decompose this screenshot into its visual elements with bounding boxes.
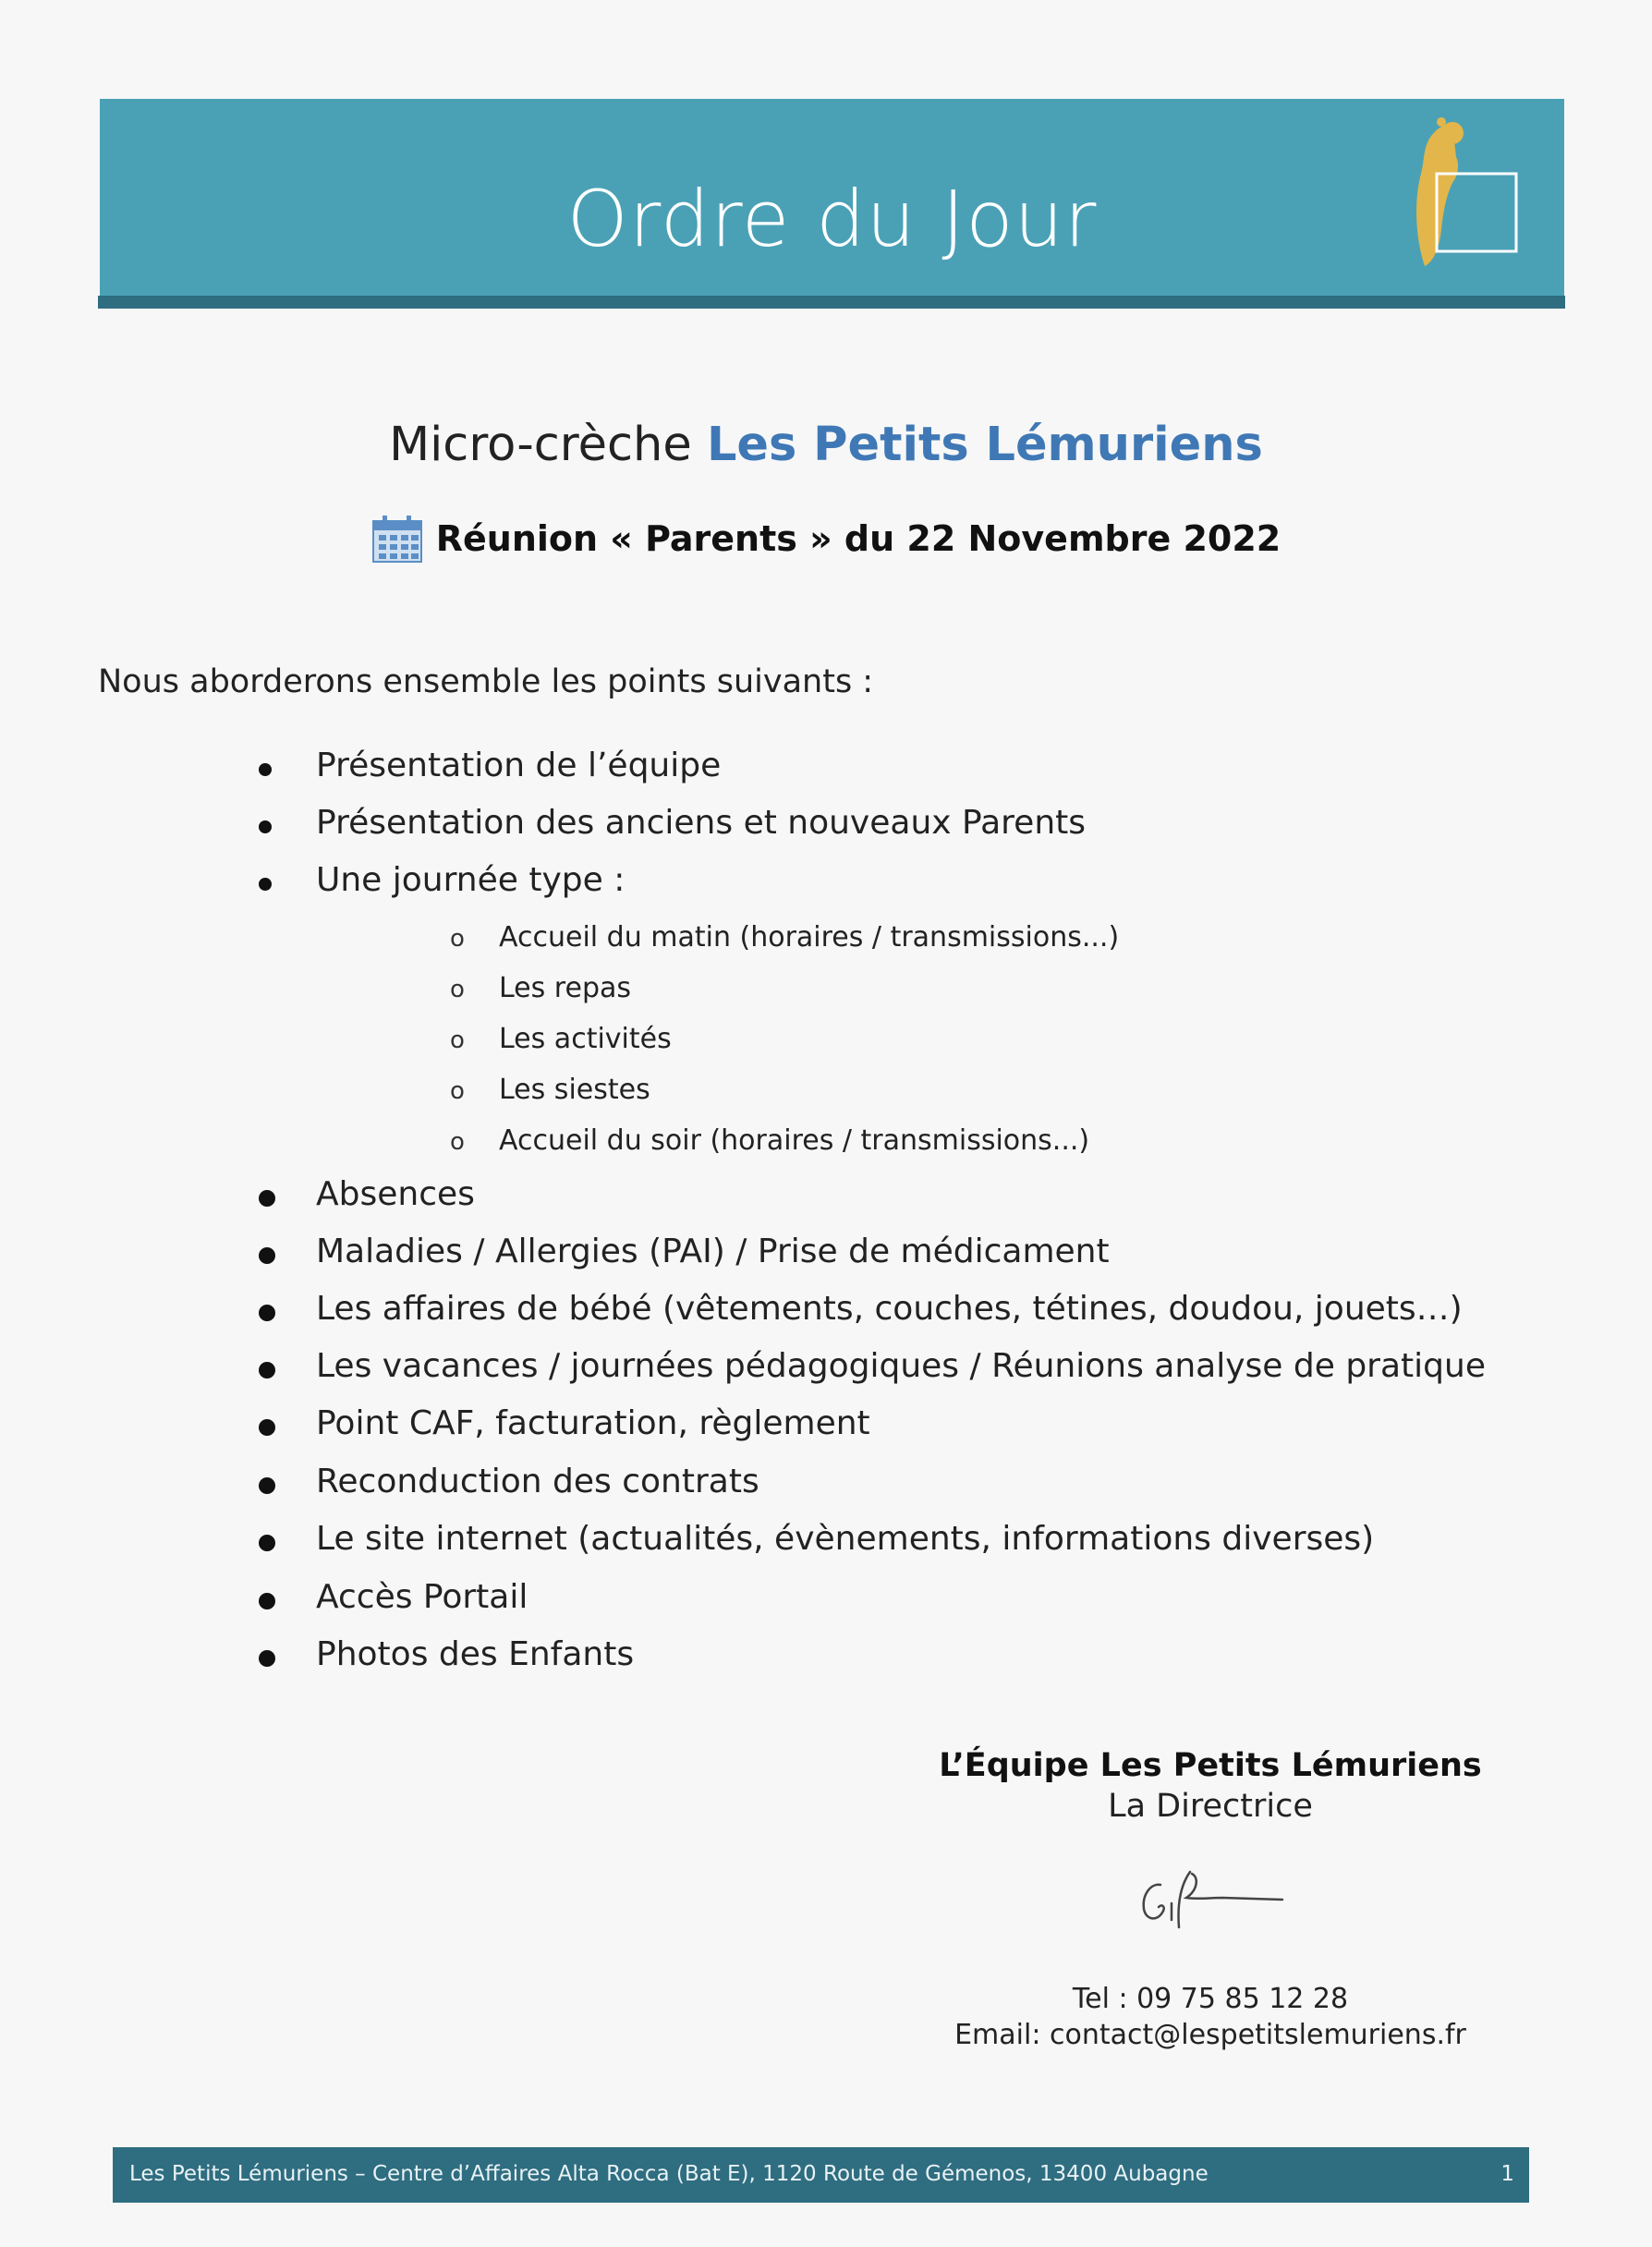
bullet-icon — [259, 878, 272, 891]
circle-bullet-icon: o — [450, 1077, 465, 1105]
circle-bullet-icon: o — [450, 1128, 465, 1156]
bullet-icon — [259, 1305, 275, 1321]
creche-name — [0, 418, 1652, 472]
contact-phone: Tel : 09 75 85 12 28 — [1072, 1983, 1349, 2015]
calendar-icon — [371, 514, 423, 564]
bullet-icon — [259, 820, 272, 833]
footer-address: Les Petits Lémuriens – Centre d’Affaires Alta Rocca (Bat E), 1120 Route de Gémenos, 13400 Aubagne — [129, 2162, 1209, 2186]
creche-brand: Les Petits Lémuriens — [706, 418, 1263, 472]
bullet-icon — [259, 763, 272, 776]
circle-bullet-icon: o — [450, 925, 465, 953]
intro-text: Nous aborderons ensemble les points suivants : — [98, 663, 874, 700]
bullet-icon — [259, 1535, 275, 1551]
bullet-icon — [259, 1419, 275, 1436]
handwritten-signature — [1135, 1866, 1292, 1940]
page-number: 1 — [1500, 2162, 1514, 2186]
bullet-icon — [259, 1650, 275, 1667]
creche-prefix: Micro-crèche — [389, 418, 707, 472]
signature-team: L’Équipe Les Petits Lémuriens — [939, 1747, 1482, 1784]
bullet-icon — [259, 1247, 275, 1264]
signature-role: La Directrice — [1108, 1788, 1313, 1825]
footer-bar — [113, 2147, 1529, 2203]
bullet-icon — [259, 1190, 275, 1207]
header-banner-underline — [98, 296, 1565, 309]
bullet-icon — [259, 1593, 275, 1609]
meeting-label: Réunion « Parents » du 22 Novembre 2022 — [435, 518, 1282, 559]
circle-bullet-icon: o — [450, 976, 465, 1003]
lemur-logo-icon — [1404, 109, 1524, 275]
bullet-icon — [259, 1477, 275, 1494]
circle-bullet-icon: o — [450, 1026, 465, 1054]
bullet-icon — [259, 1362, 275, 1379]
contact-email: Email: contact@lespetitslemuriens.fr — [954, 2019, 1466, 2051]
page-title: Ordre du Jour — [566, 174, 1098, 264]
meeting-heading — [0, 514, 1652, 572]
